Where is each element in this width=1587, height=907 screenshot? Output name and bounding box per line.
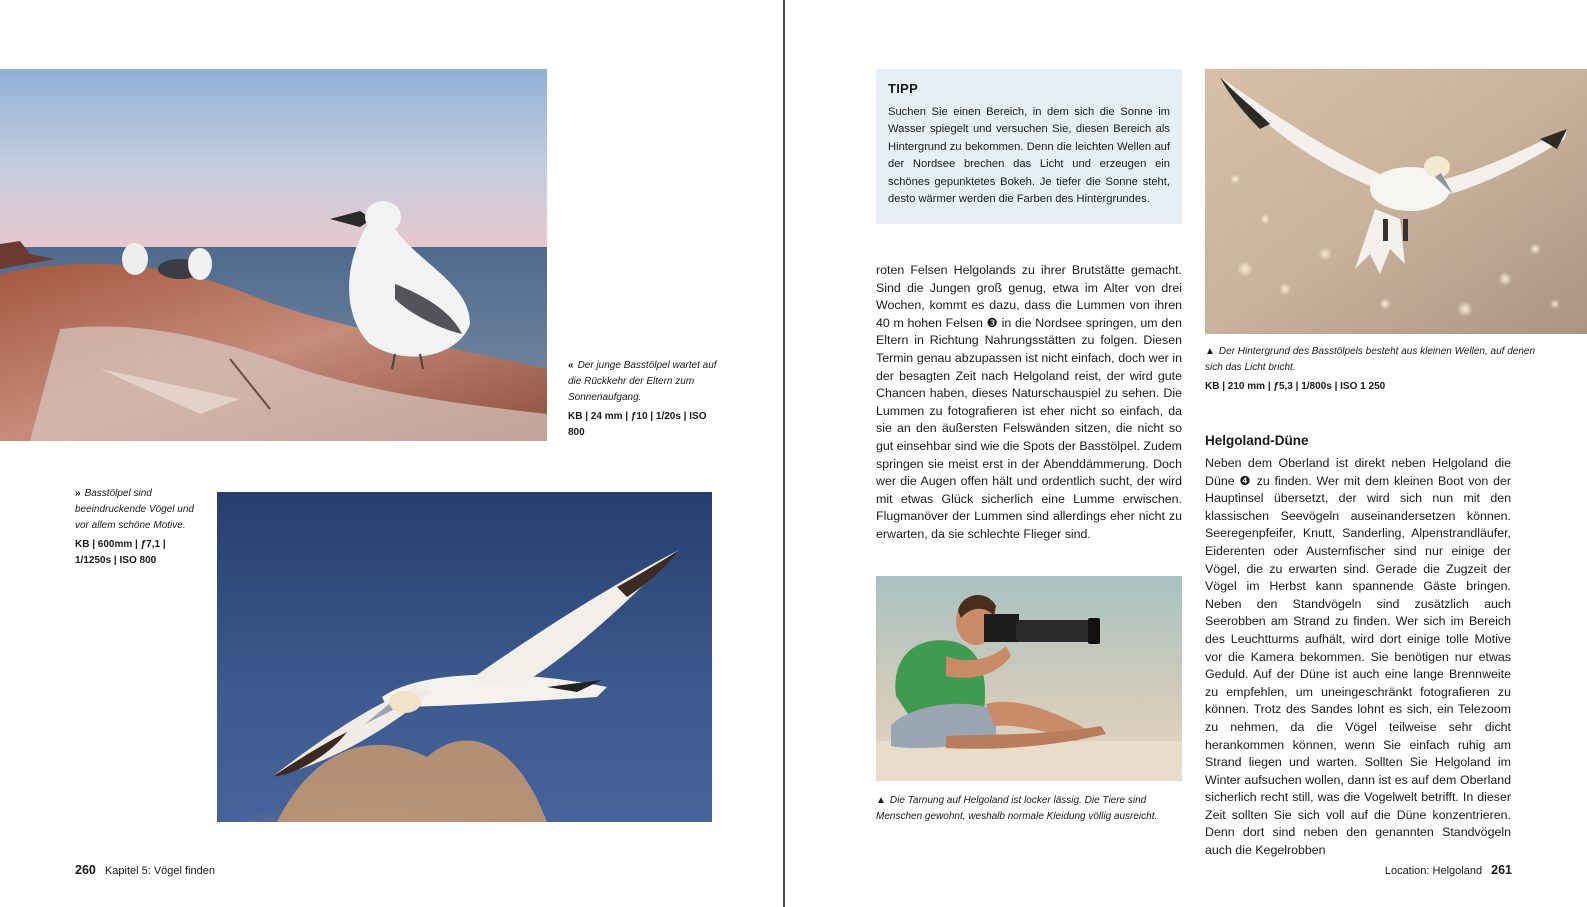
photo2-caption-text: Basstölpel sind beeindruckende Vögel und vor allem schöne Motive. bbox=[75, 488, 194, 531]
main-body-text: roten Felsen Helgolands zu ihrer Brutstätte gemacht. Sind die Jungen groß genug, etwa im Alter von drei Wochen, kommt es dazu, dass die Lummen von ihren 40 m hohen Felsen ❸ in die Nordsee springen, um den Eltern in Richtung Nahrungsstätten zu folgen. Diesen Termin genau abzupassen ist nicht einfach, doch wer in der besagten Zeit nach Helgoland reist, der wird gute Chancen haben, dieses Naturschauspiel zu sehen. Die Lummen zu fotografieren ist eher nicht so einfach, da sie an den äußersten Felswänden sitzen, die nicht so gut einsehbar sind wie die Spots der Basstölpel. Zudem springen sie meist erst in der Abenddämmerung. Doch wer die Augen offen hält und ordentlich sucht, der wird mit etwas Glück sicherlich eine Lumme erwischen. Flugmanöver der Lummen sind allerdings eher nicht zu erwarten, da sie schlechte Flieger sind. bbox=[876, 263, 1182, 541]
left-page-number: 260 bbox=[75, 863, 96, 877]
photo-photographer bbox=[876, 576, 1182, 781]
right-footer bbox=[1382, 863, 1512, 877]
tip-body: Suchen Sie einen Bereich, in dem sich die Sonne im Wasser spiegelt und versuchen Sie, diesen Bereich als Hintergrund zu bekommen. Denn die leichten Wellen auf der Nordsee brechen das Licht und erzeugen ein schönes gepunktetes Bokeh. Je tiefer die Sonne steht, desto wärmer werden die Farben des Hintergrundes. bbox=[888, 106, 1170, 206]
section-body-text: Neben dem Oberland ist direkt neben Helgoland die Düne ❹ zu finden. Wer mit dem kleinen Boot von der Hauptinsel übersetzt, der wird sich nun mit den klassischen Seevögeln auseinandersetzen können. Seeregenpfeifer, Knutt, Sanderling, Alpenstrandläufer, Eiderenten oder Austernfischer sind nur einige der Vögel, die zu erwarten sind. Gerade die Zugzeit der Vögel im Herbst kann spannende Gäste bringen. Neben den Standvögeln sind zusätzlich auch Seerobben am Strand zu finden. Wer sich im Bereich des Leuchtturms aufhält, wird dort einige tolle Motive vor die Kamera bekommen. Sie benötigen nur etwas Geduld. Auf der Düne ist auch eine lange Brennweite zu empfehlen, um uneingeschränkt fotografieren zu können. Trotz des Sandes lohnt es sich, ein Telezoom zu nehmen, da die Vögel teilweise sehr dicht herankommen können, wenn Sie einfach ruhig am Strand liegen und warten. Sollten Sie Helgoland im Winter aufsuchen wollen, dann ist es auf dem Oberland sicherlich recht still, was die Vogelwelt betrifft. In dieser Zeit sollten Sie sich voll auf die Düne konzentrieren. Denn dort sind neben den genannten Standvögeln auch die Kegelrobben bbox=[1205, 456, 1511, 858]
photo3-caption-text: Die Tarnung auf Helgoland ist locker lässig. Die Tiere sind Menschen gewohnt, weshalb normale Kleidung völlig ausreicht. bbox=[876, 795, 1158, 822]
photo4-caption-text: Der Hintergrund des Basstölpels besteht aus kleinen Wellen, auf denen sich das Licht bricht. bbox=[1205, 346, 1536, 373]
section-heading: Helgoland-Düne bbox=[1205, 433, 1309, 448]
right-arrow-icon: » bbox=[75, 488, 81, 499]
up-arrow-icon: ▲ bbox=[1205, 346, 1215, 357]
photo-young-gannet bbox=[0, 69, 547, 441]
photo1-caption bbox=[568, 358, 718, 441]
up-arrow-icon: ▲ bbox=[876, 795, 886, 806]
photo2-exif: KB | 600mm | ƒ7,1 | 1/1250s | ISO 800 bbox=[75, 539, 166, 566]
location-title: Location: Helgoland bbox=[1384, 865, 1483, 877]
photo2-caption bbox=[75, 486, 200, 569]
photo3-caption bbox=[876, 793, 1182, 825]
photo4-caption bbox=[1205, 344, 1545, 395]
photo4-exif: KB | 210 mm | ƒ5,3 | 1/800s | ISO 1 250 bbox=[1205, 381, 1386, 392]
chapter-title: Kapitel 5: Vögel finden bbox=[104, 865, 216, 877]
tip-title: TIPP bbox=[888, 81, 919, 96]
tip-box bbox=[876, 69, 1182, 224]
right-page-number: 261 bbox=[1491, 863, 1512, 877]
photo-gannet-bokeh bbox=[1205, 69, 1587, 334]
left-arrow-icon: « bbox=[568, 360, 574, 371]
book-gutter bbox=[783, 0, 785, 907]
left-footer bbox=[75, 863, 215, 877]
photo-gannet-flight bbox=[217, 492, 712, 822]
photo1-caption-text: Der junge Basstölpel wartet auf die Rückkehr der Eltern zum Sonnenaufgang. bbox=[568, 360, 717, 403]
photo1-exif: KB | 24 mm | ƒ10 | 1/20s | ISO 800 bbox=[568, 411, 707, 438]
